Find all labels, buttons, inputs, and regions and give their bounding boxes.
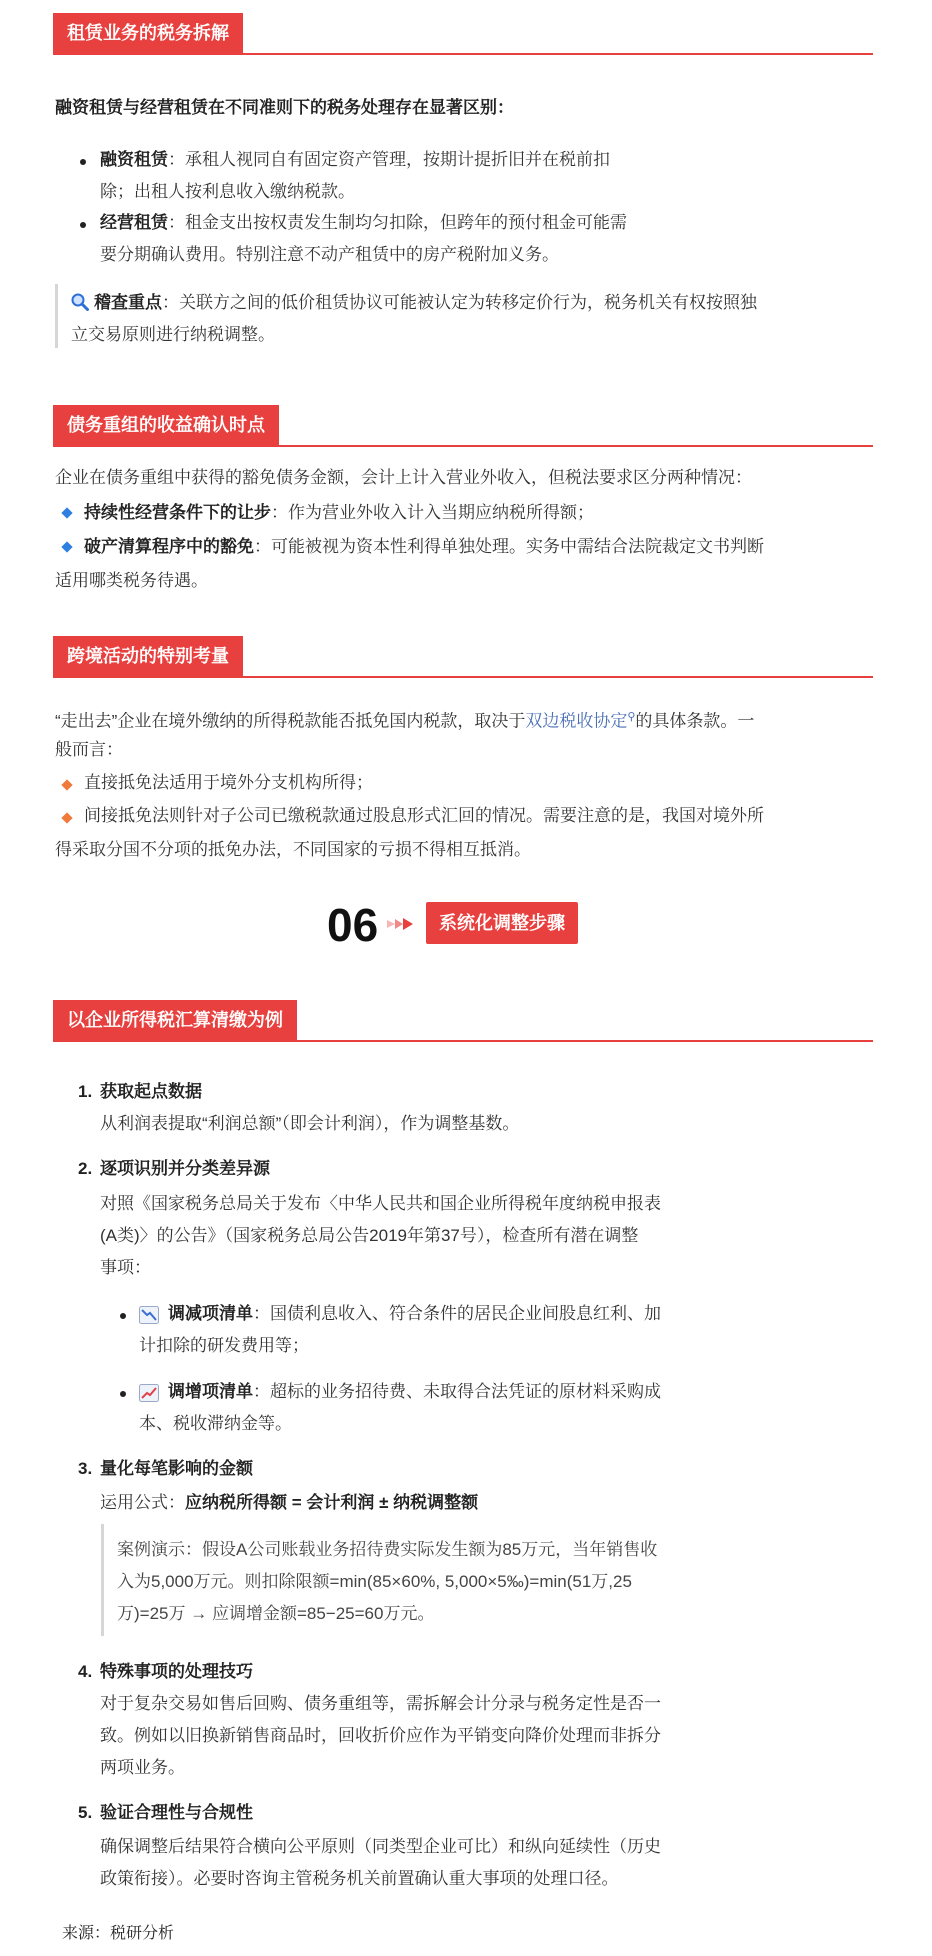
cross-item-2-cont: 得采取分国不分项的抵免办法，不同国家的亏损不得相互抵消。: [55, 840, 531, 859]
section-title: 租赁业务的税务拆解: [53, 13, 243, 53]
bullet-dot: [120, 1391, 126, 1397]
debt-item-2: 破产清算程序中的豁免：可能被视为资本性利得单独处理。实务中需结合法院裁定文书判断: [84, 537, 764, 556]
chart-down-icon: [139, 1306, 159, 1324]
lease-item-2-cont: 要分期确认费用。特别注意不动产租赁中的房产税附加义务。: [100, 245, 559, 264]
sub-item-increase-cont: 本、税收滞纳金等。: [139, 1414, 292, 1433]
step-title: 验证合理性与合规性: [100, 1803, 253, 1822]
cross-intro: “走出去”企业在境外缴纳的所得税款能否抵免国内税款，取决于双边税收协定⚲的具体条款。一: [55, 711, 755, 731]
step-number: 5.: [78, 1803, 93, 1822]
lease-item-2: 经营租赁：租金支出按权责发生制均匀扣除，但跨年的预付租金可能需: [100, 213, 627, 232]
section-title: 以企业所得税汇算清缴为例: [53, 1000, 297, 1040]
debt-intro: 企业在债务重组中获得的豁免债务金额，会计上计入营业外收入，但税法要求区分两种情况：: [55, 468, 752, 487]
source-caption: 来源：税研分析: [62, 1925, 175, 1942]
step-number: 1.: [78, 1082, 93, 1101]
step-text: 事项：: [100, 1258, 151, 1277]
step-text: 对照《国家税务总局关于发布〈中华人民共和国企业所得税年度纳税申报表: [100, 1194, 661, 1213]
step-number: 4.: [78, 1662, 93, 1681]
lease-note: 稽查重点：关联方之间的低价租赁协议可能被认定为转移定价行为，税务机关有权按照独: [94, 293, 757, 312]
sub-item-decrease: 调减项清单：国债利息收入、符合条件的居民企业间股息红利、加: [168, 1304, 661, 1323]
sub-item-decrease-cont: 计扣除的研发费用等；: [139, 1336, 309, 1355]
diamond-bullet-icon: [61, 541, 72, 552]
case-quote-bar: [101, 1524, 104, 1636]
step-text: (A类)〉的公告》（国家税务总局公告2019年第37号），检查所有潜在调整: [100, 1226, 639, 1245]
bullet-dot: [120, 1313, 126, 1319]
bullet-dot: [80, 159, 86, 165]
diamond-bullet-icon: [61, 507, 72, 518]
chart-up-icon: [139, 1384, 159, 1402]
step-text: 致。例如以旧换新销售商品时，回收折价应作为平销变向降价处理而非拆分: [100, 1726, 661, 1745]
debt-item-1: 持续性经营条件下的让步：作为营业外收入计入当期应纳税所得额；: [84, 503, 594, 522]
lease-note-cont: 立交易原则进行纳税调整。: [71, 325, 275, 344]
lease-intro: 融资租赁与经营租赁在不同准则下的税务处理存在显著区别：: [55, 98, 514, 117]
section-header-debt: [53, 405, 873, 447]
step-title: 获取起点数据: [100, 1082, 202, 1101]
bullet-dot: [80, 222, 86, 228]
tax-treaty-link[interactable]: 双边税收协定: [525, 711, 628, 731]
step-number: 3.: [78, 1459, 93, 1478]
sub-item-increase: 调增项清单：超标的业务招待费、未取得合法凭证的原材料采购成: [168, 1382, 661, 1401]
lease-item-1: 融资租赁：承租人视同自有固定资产管理，按期计提折旧并在税前扣: [100, 150, 610, 169]
step-title-badge: 系统化调整步骤: [426, 902, 578, 944]
step-text: 从利润表提取“利润总额”（即会计利润），作为调整基数。: [100, 1114, 520, 1133]
quote-bar: [55, 284, 58, 348]
step-number: 06: [327, 899, 379, 951]
step-title: 逐项识别并分类差异源: [100, 1159, 270, 1178]
step-title: 量化每笔影响的金额: [100, 1459, 253, 1478]
step-text: 确保调整后结果符合横向公平原则（同类型企业可比）和纵向延续性（历史: [100, 1837, 661, 1856]
section-title: 债务重组的收益确认时点: [53, 405, 279, 445]
cross-item-1: 直接抵免法适用于境外分支机构所得；: [84, 773, 373, 792]
lease-item-1-cont: 除；出租人按利息收入缴纳税款。: [100, 182, 355, 201]
step-title: 特殊事项的处理技巧: [100, 1662, 253, 1681]
search-icon[interactable]: ⚲: [627, 711, 636, 723]
step-text: 政策衔接）。必要时咨询主管税务机关前置确认重大事项的处理口径。: [100, 1869, 619, 1888]
case-text: 入为5,000万元。则扣除限额=min(85×60%, 5,000×5‰)=min(51万,25: [117, 1572, 632, 1591]
case-text: 案例演示：假设A公司账载业务招待费实际发生额为85万元，当年销售收: [117, 1540, 658, 1559]
diamond-bullet-icon: [61, 779, 72, 790]
step-text: 两项业务。: [100, 1758, 185, 1777]
arrow-right-icon: [387, 914, 415, 934]
diamond-bullet-icon: [61, 812, 72, 823]
cross-item-2: 间接抵免法则针对子公司已缴税款通过股息形式汇回的情况。需要注意的是，我国对境外所: [84, 806, 764, 825]
step-number: 2.: [78, 1159, 93, 1178]
cross-intro-cont: 般而言：: [55, 740, 123, 759]
section-header-lease: [53, 13, 873, 55]
formula-line: 运用公式：应纳税所得额 = 会计利润 ± 纳税调整额: [100, 1493, 479, 1512]
debt-item-2-cont: 适用哪类税务待遇。: [55, 571, 208, 590]
case-text: 万)=25万 → 应调增金额=85−25=60万元。: [117, 1604, 435, 1623]
section-header-example: [53, 1000, 873, 1042]
section-header-cross: [53, 636, 873, 678]
magnifier-icon: [71, 293, 89, 311]
formula: 应纳税所得额 = 会计利润 ± 纳税调整额: [185, 1493, 479, 1512]
section-title: 跨境活动的特别考量: [53, 636, 243, 676]
step-text: 对于复杂交易如售后回购、债务重组等，需拆解会计分录与税务定性是否一: [100, 1694, 661, 1713]
